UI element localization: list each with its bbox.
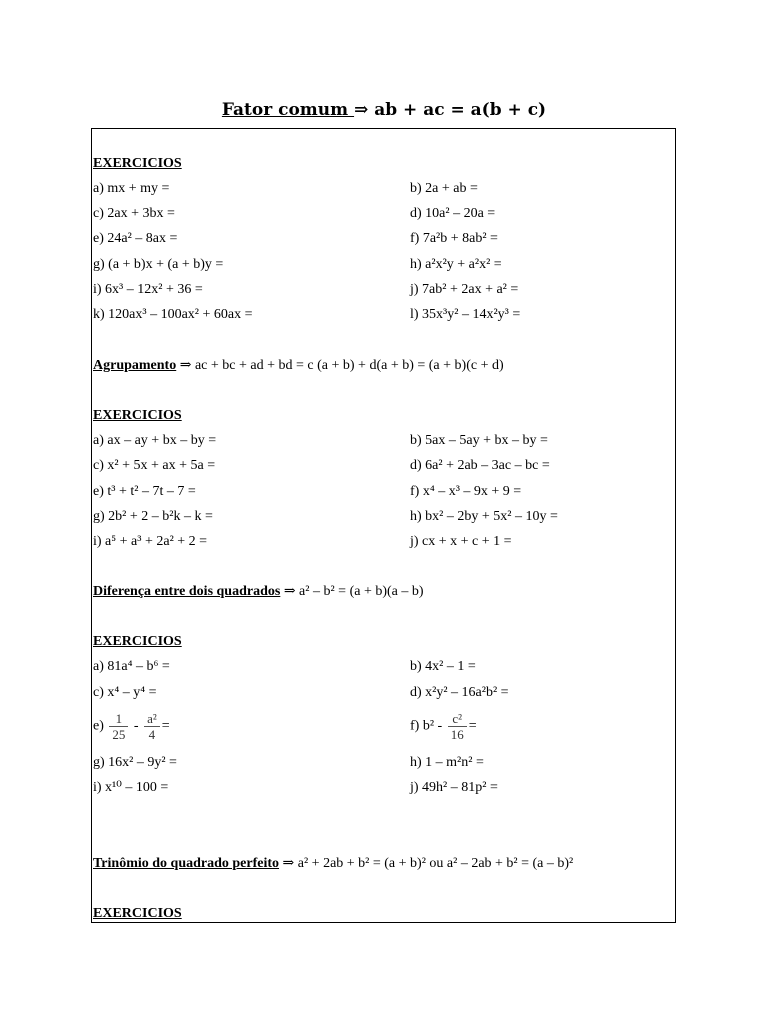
equals-sign: =: [161, 718, 170, 734]
rule-diferenca-formula: ⇒ a² – b² = (a + b)(a – b): [280, 584, 424, 599]
exercises-heading-2: EXERCICIOS: [93, 408, 182, 423]
exercises-heading-3: EXERCICIOS: [93, 634, 182, 649]
equals-sign: =: [468, 718, 477, 734]
topic-trinomio: Trinômio do quadrado perfeito: [93, 856, 280, 871]
rule-diferenca-quadrados: [93, 583, 424, 601]
exercises-heading-4: EXERCICIOS: [93, 906, 182, 921]
exercise-1d: d) 10a² – 20a =: [410, 206, 496, 221]
exercise-1h: h) a²x²y + a²x² =: [410, 257, 502, 272]
fraction-numerator: c²: [448, 711, 467, 727]
fraction-c2-over-16: [448, 711, 467, 742]
fraction-numerator: a²: [144, 711, 160, 727]
exercise-1b: b) 2a + ab =: [410, 181, 478, 196]
fraction-1-over-25: [109, 711, 128, 742]
exercise-1c: c) 2ax + 3bx =: [93, 206, 175, 221]
exercise-3h: h) 1 – m²n² =: [410, 755, 484, 770]
exercise-2f: f) x⁴ – x³ – 9x + 9 =: [410, 484, 522, 499]
exercise-3d: d) x²y² – 16a²b² =: [410, 685, 509, 700]
rule-agrupamento: [93, 357, 504, 375]
exercise-2e: e) t³ + t² – 7t – 7 =: [93, 484, 196, 499]
exercise-3i: i) x¹⁰ – 100 =: [93, 780, 169, 795]
title-topic: Fator comum: [221, 100, 355, 120]
exercise-1l: l) 35x³y² – 14x²y³ =: [410, 307, 521, 322]
exercise-3g: g) 16x² – 9y² =: [93, 755, 177, 770]
exercises-heading-1: EXERCICIOS: [93, 156, 182, 171]
minus-sign: -: [133, 718, 139, 734]
rule-agrupamento-formula: ⇒ ac + bc + ad + bd = c (a + b) + d(a + b) = (a + b)(c + d): [176, 358, 504, 373]
exercise-1e: e) 24a² – 8ax =: [93, 231, 178, 246]
exercise-2i: i) a⁵ + a³ + 2a² + 2 =: [93, 534, 208, 549]
exercise-1a: a) mx + my =: [93, 181, 170, 196]
exercise-3c: c) x⁴ – y⁴ =: [93, 685, 157, 700]
exercise-3a: a) 81a⁴ – b⁶ =: [93, 659, 170, 674]
exercise-1j: j) 7ab² + 2ax + a² =: [410, 282, 519, 297]
fraction-denominator: 16: [450, 727, 464, 742]
exercise-1k: k) 120ax³ – 100ax² + 60ax =: [93, 307, 253, 322]
exercise-3e: [93, 711, 170, 742]
fraction-numerator: 1: [109, 711, 128, 727]
exercise-2g: g) 2b² + 2 – b²k – k =: [93, 509, 213, 524]
title-formula: ab + ac = a(b + c): [368, 100, 547, 120]
exercise-2b: b) 5ax – 5ay + bx – by =: [410, 433, 548, 448]
page-title: [0, 100, 768, 120]
exercise-3f: [410, 711, 477, 742]
topic-agrupamento: Agrupamento: [93, 358, 177, 373]
exercise-3b: b) 4x² – 1 =: [410, 659, 476, 674]
exercise-3j: j) 49h² – 81p² =: [410, 780, 498, 795]
exercise-1f: f) 7a²b + 8ab² =: [410, 231, 498, 246]
fraction-denominator: 25: [112, 727, 126, 742]
exercise-2h: h) bx² – 2by + 5x² – 10y =: [410, 509, 558, 524]
exercise-3f-label: f) b² -: [410, 718, 443, 734]
implies-arrow: ⇒: [354, 100, 369, 120]
exercise-1g: g) (a + b)x + (a + b)y =: [93, 257, 224, 272]
exercise-3e-label: e): [93, 718, 104, 734]
rule-trinomio-formula: ⇒ a² + 2ab + b² = (a + b)² ou a² – 2ab + b² = (a – b)²: [279, 856, 574, 871]
exercise-2d: d) 6a² + 2ab – 3ac – bc =: [410, 458, 550, 473]
exercise-2a: a) ax – ay + bx – by =: [93, 433, 217, 448]
exercise-2j: j) cx + x + c + 1 =: [410, 534, 512, 549]
fraction-a2-over-4: [144, 711, 160, 742]
exercise-1i: i) 6x³ – 12x² + 36 =: [93, 282, 203, 297]
topic-diferenca-quadrados: Diferença entre dois quadrados: [93, 584, 281, 599]
rule-trinomio-quadrado-perfeito: [93, 855, 573, 873]
exercise-2c: c) x² + 5x + ax + 5a =: [93, 458, 216, 473]
fraction-denominator: 4: [148, 727, 156, 742]
